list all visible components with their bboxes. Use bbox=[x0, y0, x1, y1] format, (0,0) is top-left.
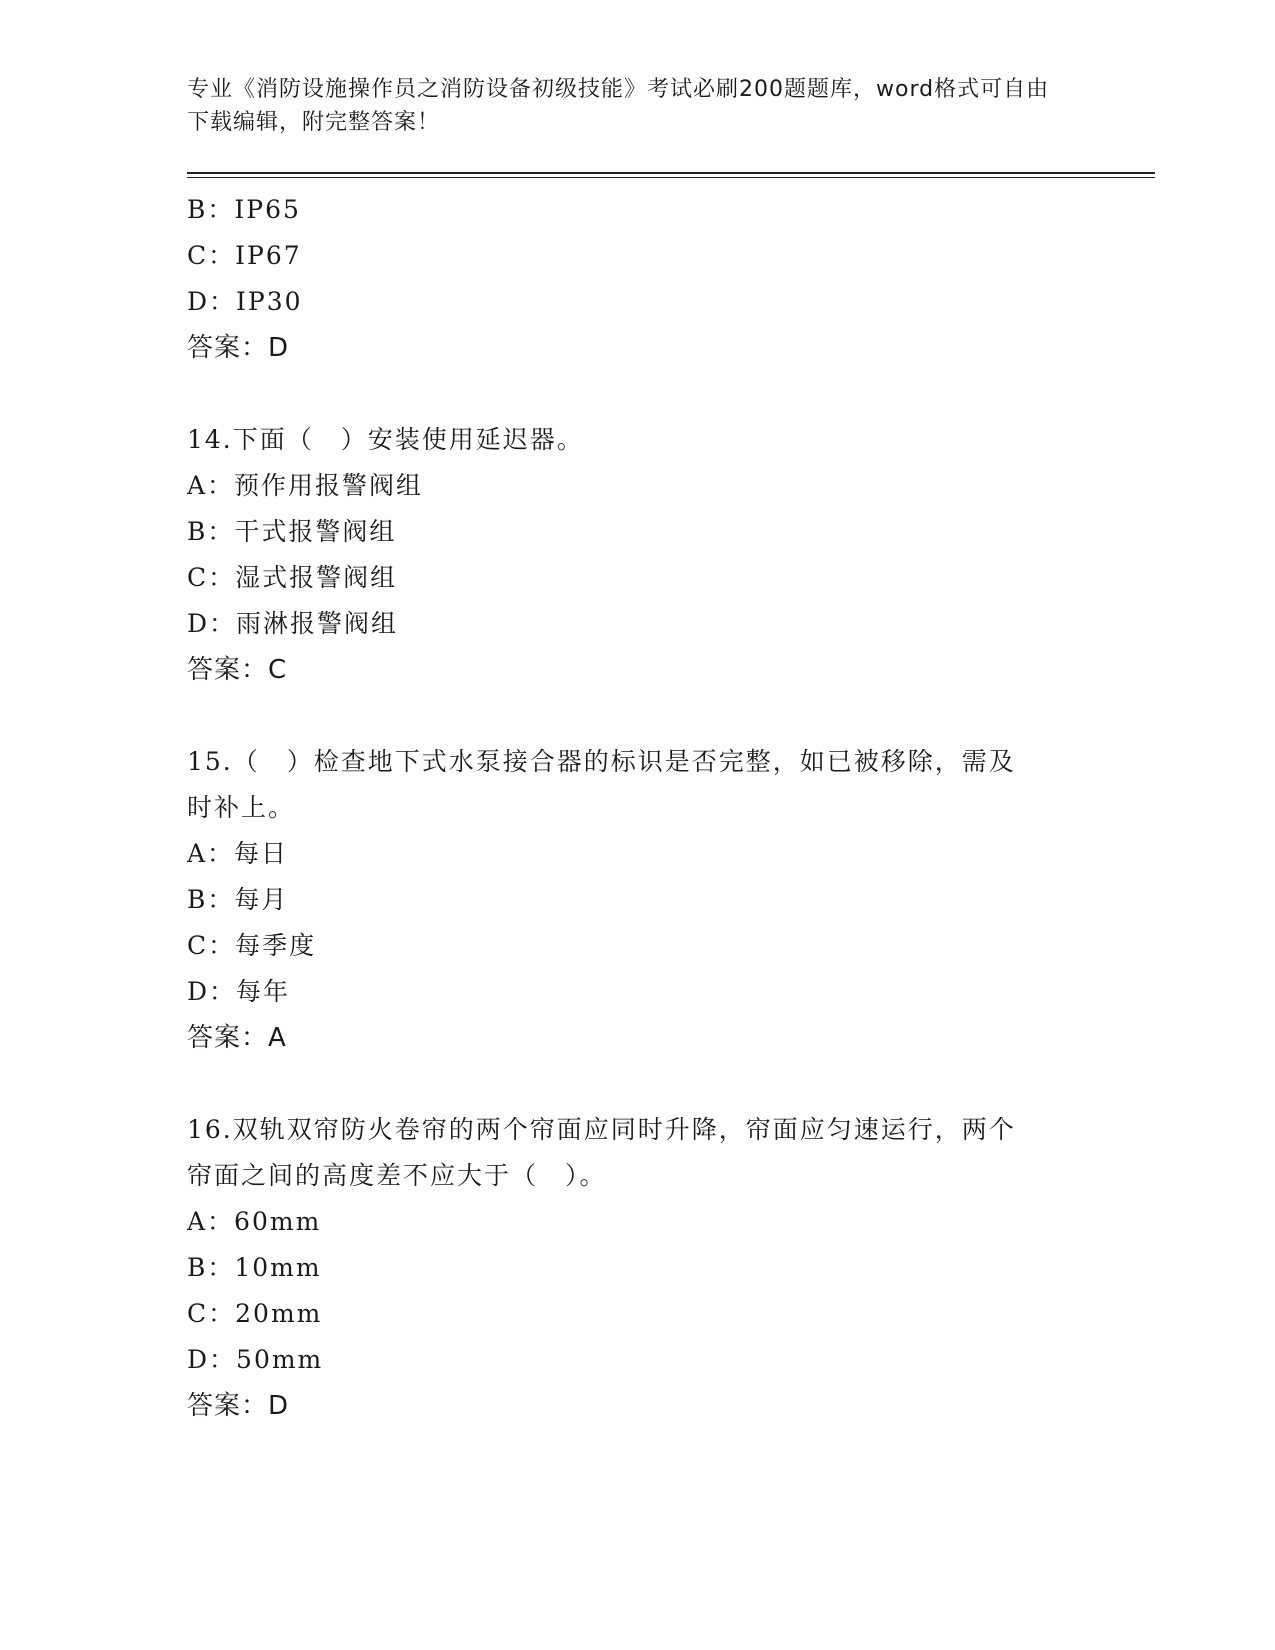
question-15 bbox=[187, 739, 1087, 1061]
question-stem-continued: 帘面之间的高度差不应大于（ ）。 bbox=[187, 1161, 607, 1190]
header-rule-thin bbox=[187, 177, 1155, 178]
question-stem: 15.（ ）检查地下式水泵接合器的标识是否完整，如已被移除，需及 bbox=[187, 747, 1016, 776]
question-14 bbox=[187, 417, 1087, 693]
header-rule-thick bbox=[187, 172, 1155, 174]
option-line: A：预作用报警阀组 bbox=[187, 471, 424, 500]
question-stem: 14.下面（ ）安装使用延迟器。 bbox=[187, 425, 584, 454]
option-line: B：IP65 bbox=[187, 195, 301, 224]
answer-line: 答案：D bbox=[187, 1391, 290, 1421]
option-line: D：50mm bbox=[187, 1345, 324, 1374]
option-line: C：IP67 bbox=[187, 241, 302, 270]
spacer bbox=[187, 371, 1087, 417]
answer-line: 答案：A bbox=[187, 1023, 287, 1053]
document-header bbox=[187, 73, 1067, 139]
answer-line: 答案：D bbox=[187, 333, 290, 363]
option-line: B：每月 bbox=[187, 885, 289, 914]
question-stem: 16.双轨双帘防火卷帘的两个帘面应同时升降，帘面应匀速运行，两个 bbox=[187, 1115, 1016, 1144]
option-line: C：每季度 bbox=[187, 931, 317, 960]
option-line: B：干式报警阀组 bbox=[187, 517, 397, 546]
question-16 bbox=[187, 1107, 1087, 1429]
spacer bbox=[187, 693, 1087, 739]
question-stem-continued: 时补上。 bbox=[187, 793, 296, 822]
spacer bbox=[187, 1061, 1087, 1107]
option-line: B：10mm bbox=[187, 1253, 322, 1282]
option-line: D：每年 bbox=[187, 977, 291, 1006]
answer-line: 答案：C bbox=[187, 655, 288, 685]
option-line: D：雨淋报警阀组 bbox=[187, 609, 399, 638]
header-text: 专业《消防设施操作员之消防设备初级技能》考试必刷200题题库，word格式可自由下载编辑，附完整答案！ bbox=[187, 77, 1050, 135]
question-13-options bbox=[187, 187, 1087, 371]
option-line: A：60mm bbox=[187, 1207, 322, 1236]
option-line: C：湿式报警阀组 bbox=[187, 563, 398, 592]
option-line: A：每日 bbox=[187, 839, 289, 868]
option-line: D：IP30 bbox=[187, 287, 303, 316]
option-line: C：20mm bbox=[187, 1299, 323, 1328]
question-list bbox=[187, 187, 1087, 1429]
